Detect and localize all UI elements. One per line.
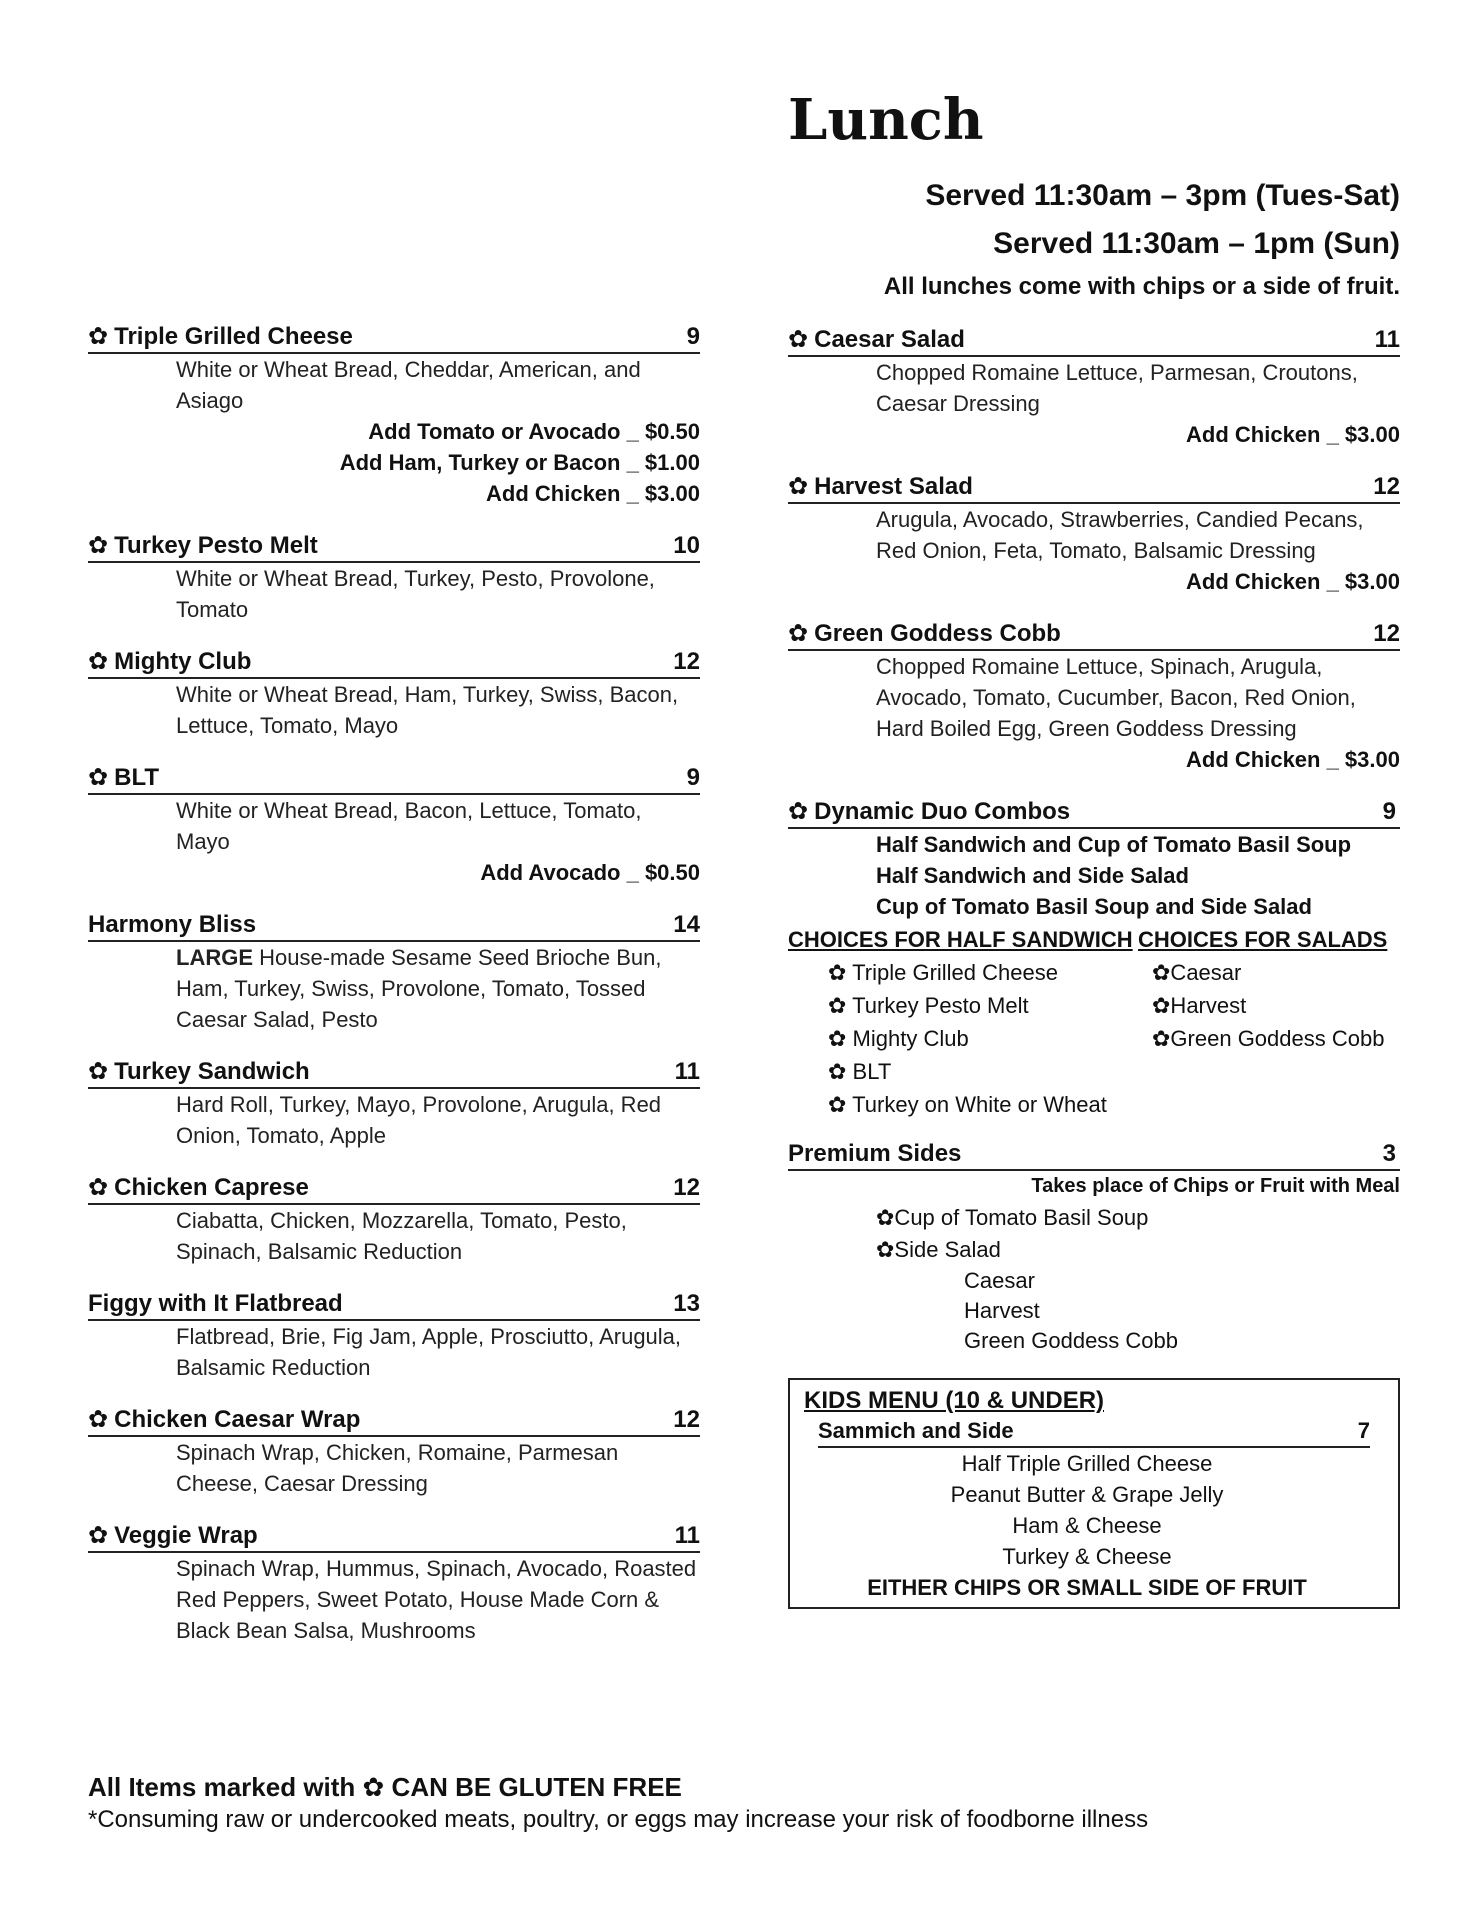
- gluten-free-flower-icon: ✿: [788, 798, 809, 825]
- sandwich-choice: ✿ BLT: [828, 1059, 892, 1084]
- sandwich-choice: ✿ Turkey on White or Wheat: [828, 1092, 1107, 1117]
- combo-option: Half Sandwich and Cup of Tomato Basil Soup: [876, 832, 1352, 857]
- side-option: ✿Cup of Tomato Basil Soup: [876, 1205, 1149, 1230]
- menu-item-addon: Add Chicken _ $3.00: [1186, 569, 1400, 594]
- combo-name: Dynamic Duo Combos: [814, 798, 1071, 825]
- menu-item-header: [788, 619, 1400, 651]
- premium-sides: [788, 1139, 1400, 1356]
- menu-item: [88, 1289, 700, 1383]
- combo-option: Cup of Tomato Basil Soup and Side Salad: [876, 894, 1312, 919]
- menu-item-name: Mighty Club: [114, 648, 252, 675]
- menu-item-name: Green Goddess Cobb: [814, 620, 1061, 647]
- menu-item-name: Chicken Caesar Wrap: [114, 1406, 361, 1433]
- gluten-free-flower-icon: ✿: [88, 764, 109, 791]
- menu-item: [788, 619, 1400, 775]
- menu-item-price: 9: [686, 323, 700, 350]
- menu-item-header: [88, 1057, 700, 1089]
- combo-option: Half Sandwich and Side Salad: [876, 863, 1189, 888]
- sandwich-choice: ✿ Turkey Pesto Melt: [828, 993, 1029, 1018]
- hours-block: [884, 172, 1400, 306]
- menu-item-header: [88, 1173, 700, 1205]
- hours-weekday: Served 11:30am – 3pm (Tues-Sat): [925, 179, 1400, 212]
- menu-item-description: Chopped Romaine Lettuce, Parmesan, Croutons, Caesar Dressing: [876, 360, 1358, 416]
- menu-item-header: [88, 322, 700, 354]
- kids-footer: EITHER CHIPS OR SMALL SIDE OF FRUIT: [867, 1575, 1307, 1600]
- menu-item-name: BLT: [114, 764, 159, 791]
- menu-item: [88, 1173, 700, 1267]
- kids-option: Ham & Cheese: [1012, 1513, 1162, 1538]
- gluten-free-flower-icon: ✿: [788, 620, 809, 647]
- menu-item-header: [88, 531, 700, 563]
- side-option: ✿Side Salad: [876, 1237, 1001, 1262]
- side-salad-option: Green Goddess Cobb: [964, 1328, 1179, 1353]
- menu-item-price: 12: [673, 1406, 700, 1433]
- menu-item: [88, 763, 700, 888]
- menu-item-name: Veggie Wrap: [114, 1522, 258, 1549]
- side-salad-option: Caesar: [964, 1268, 1035, 1293]
- menu-item-name: Triple Grilled Cheese: [114, 323, 353, 350]
- sides-note: Takes place of Chips or Fruit with Meal: [1031, 1175, 1400, 1197]
- menu-item-name: Harvest Salad: [814, 473, 973, 500]
- kids-item-header: [818, 1416, 1370, 1448]
- salad-list: [788, 325, 1400, 775]
- hours-sunday: Served 11:30am – 1pm (Sun): [993, 227, 1400, 260]
- menu-item-price: 11: [1374, 326, 1400, 353]
- gluten-free-flower-icon: ✿: [88, 1522, 109, 1549]
- menu-item-header: [88, 1289, 700, 1321]
- combo-header: [788, 797, 1400, 829]
- menu-item-addon: Add Tomato or Avocado _ $0.50: [368, 419, 700, 444]
- menu-item-description: Flatbread, Brie, Fig Jam, Apple, Prosciutto, Arugula, Balsamic Reduction: [176, 1324, 682, 1380]
- sides-price: 3: [1382, 1140, 1396, 1167]
- menu-item: [88, 1521, 700, 1646]
- menu-item-header: [788, 325, 1400, 357]
- menu-item-header: [788, 472, 1400, 504]
- sides-name: Premium Sides: [788, 1140, 962, 1167]
- menu-item-name: Turkey Sandwich: [114, 1058, 310, 1085]
- menu-item-description: LARGE House-made Sesame Seed Brioche Bun, Ham, Turkey, Swiss, Provolone, Tomato, Tossed Caesar Salad, Pesto: [176, 945, 662, 1032]
- gluten-free-flower-icon: ✿: [88, 648, 109, 675]
- footer: [88, 1770, 1148, 1836]
- gluten-free-flower-icon: ✿: [788, 473, 809, 500]
- kids-option: Half Triple Grilled Cheese: [961, 1451, 1213, 1476]
- menu-item-price: 12: [1373, 473, 1400, 500]
- menu-item-header: [88, 910, 700, 942]
- menu-item-description: Ciabatta, Chicken, Mozzarella, Tomato, Pesto, Spinach, Balsamic Reduction: [176, 1208, 627, 1264]
- gluten-free-flower-icon: ✿: [88, 1406, 109, 1433]
- menu-item-header: [88, 1521, 700, 1553]
- menu-item-name: Caesar Salad: [814, 326, 965, 353]
- gluten-free-flower-icon: ✿: [362, 1772, 385, 1802]
- menu-item-addon: Add Chicken _ $3.00: [486, 481, 700, 506]
- sandwich-choices: [788, 924, 1138, 1121]
- gluten-free-flower-icon: ✿: [88, 1174, 109, 1201]
- gluten-free-flower-icon: ✿: [88, 532, 109, 559]
- menu-item-description: Arugula, Avocado, Strawberries, Candied Pecans, Red Onion, Feta, Tomato, Balsamic Dressing: [876, 507, 1364, 563]
- sandwich-choice: ✿ Mighty Club: [828, 1026, 969, 1051]
- menu-item: [88, 531, 700, 625]
- menu-item-description: White or Wheat Bread, Cheddar, American, and Asiago: [176, 357, 641, 413]
- menu-item-price: 14: [673, 911, 700, 938]
- menu-item-price: 11: [674, 1058, 700, 1085]
- menu-item: [88, 322, 700, 509]
- kids-item-name: Sammich and Side: [818, 1418, 1014, 1443]
- menu-item-description: White or Wheat Bread, Turkey, Pesto, Provolone, Tomato: [176, 566, 655, 622]
- gluten-free-flower-icon: ✿: [788, 326, 809, 353]
- gluten-free-note: All Items marked with ✿ CAN BE GLUTEN FREE: [88, 1772, 682, 1802]
- salad-choice: ✿Harvest: [1152, 993, 1247, 1018]
- menu-item: [788, 472, 1400, 597]
- salad-choices: [1138, 924, 1387, 1121]
- menu-item-name: Chicken Caprese: [114, 1174, 309, 1201]
- kids-menu-box: [788, 1378, 1400, 1609]
- menu-item-price: 13: [673, 1290, 700, 1317]
- menu-item: [88, 910, 700, 1035]
- menu-item-addon: Add Chicken _ $3.00: [1186, 747, 1400, 772]
- menu-item-description: White or Wheat Bread, Ham, Turkey, Swiss, Bacon, Lettuce, Tomato, Mayo: [176, 682, 679, 738]
- menu-item-price: 12: [673, 1174, 700, 1201]
- salad-choice: ✿Green Goddess Cobb: [1152, 1026, 1385, 1051]
- menu-item-description: Spinach Wrap, Hummus, Spinach, Avocado, Roasted Red Peppers, Sweet Potato, House Made Corn & Black Bean Salsa, Mushrooms: [176, 1556, 697, 1643]
- menu-item-name: Figgy with It Flatbread: [88, 1290, 343, 1317]
- menu-item-header: [88, 647, 700, 679]
- sandwich-choice: ✿ Triple Grilled Cheese: [828, 960, 1058, 985]
- food-safety-warning: *Consuming raw or undercooked meats, poultry, or eggs may increase your risk of foodborne illness: [88, 1806, 1149, 1833]
- menu-item-price: 9: [686, 764, 700, 791]
- menu-item-description: Spinach Wrap, Chicken, Romaine, Parmesan Cheese, Caesar Dressing: [176, 1440, 619, 1496]
- menu-item-addon: Add Chicken _ $3.00: [1186, 422, 1400, 447]
- menu-item-price: 11: [674, 1522, 700, 1549]
- gluten-free-flower-icon: ✿: [88, 1058, 109, 1085]
- kids-option: Peanut Butter & Grape Jelly: [950, 1482, 1224, 1507]
- combo-item: [788, 797, 1400, 1121]
- menu-item-name: Turkey Pesto Melt: [114, 532, 318, 559]
- kids-item-price: 7: [1357, 1418, 1370, 1443]
- page-title: Lunch: [788, 87, 984, 153]
- sandwich-choices-heading: CHOICES FOR HALF SANDWICH: [788, 927, 1133, 952]
- menu-item-addon: Add Avocado _ $0.50: [480, 860, 700, 885]
- salad-choices-heading: CHOICES FOR SALADS: [1138, 927, 1388, 952]
- menu-item: [788, 325, 1400, 450]
- lunch-note: All lunches come with chips or a side of fruit.: [883, 273, 1400, 300]
- combo-price: 9: [1382, 798, 1396, 825]
- menu-item-addon: Add Ham, Turkey or Bacon _ $1.00: [339, 450, 700, 475]
- menu-item-header: [88, 1405, 700, 1437]
- menu-item-header: [88, 763, 700, 795]
- sides-header: [788, 1139, 1400, 1171]
- salad-choice: ✿Caesar: [1152, 960, 1242, 985]
- left-menu-column: [88, 322, 700, 1668]
- combo-choices: [788, 924, 1400, 1121]
- menu-item-price: 12: [673, 648, 700, 675]
- menu-item: [88, 1405, 700, 1499]
- menu-item-price: 10: [673, 532, 700, 559]
- right-menu-column: [788, 325, 1400, 1609]
- menu-item: [88, 647, 700, 741]
- menu-item-description: Chopped Romaine Lettuce, Spinach, Arugula, Avocado, Tomato, Cucumber, Bacon, Red Onion, Hard Boiled Egg, Green Goddess Dressing: [876, 654, 1356, 741]
- gluten-free-flower-icon: ✿: [88, 323, 109, 350]
- kids-option: Turkey & Cheese: [1002, 1544, 1172, 1569]
- side-salad-option: Harvest: [964, 1298, 1040, 1323]
- kids-menu-title: KIDS MENU (10 & UNDER): [804, 1387, 1105, 1414]
- menu-item-description: White or Wheat Bread, Bacon, Lettuce, Tomato, Mayo: [176, 798, 642, 854]
- menu-item-price: 12: [1373, 620, 1400, 647]
- menu-item-name: Harmony Bliss: [88, 911, 257, 938]
- menu-item-description: Hard Roll, Turkey, Mayo, Provolone, Arugula, Red Onion, Tomato, Apple: [176, 1092, 662, 1148]
- menu-item: [88, 1057, 700, 1151]
